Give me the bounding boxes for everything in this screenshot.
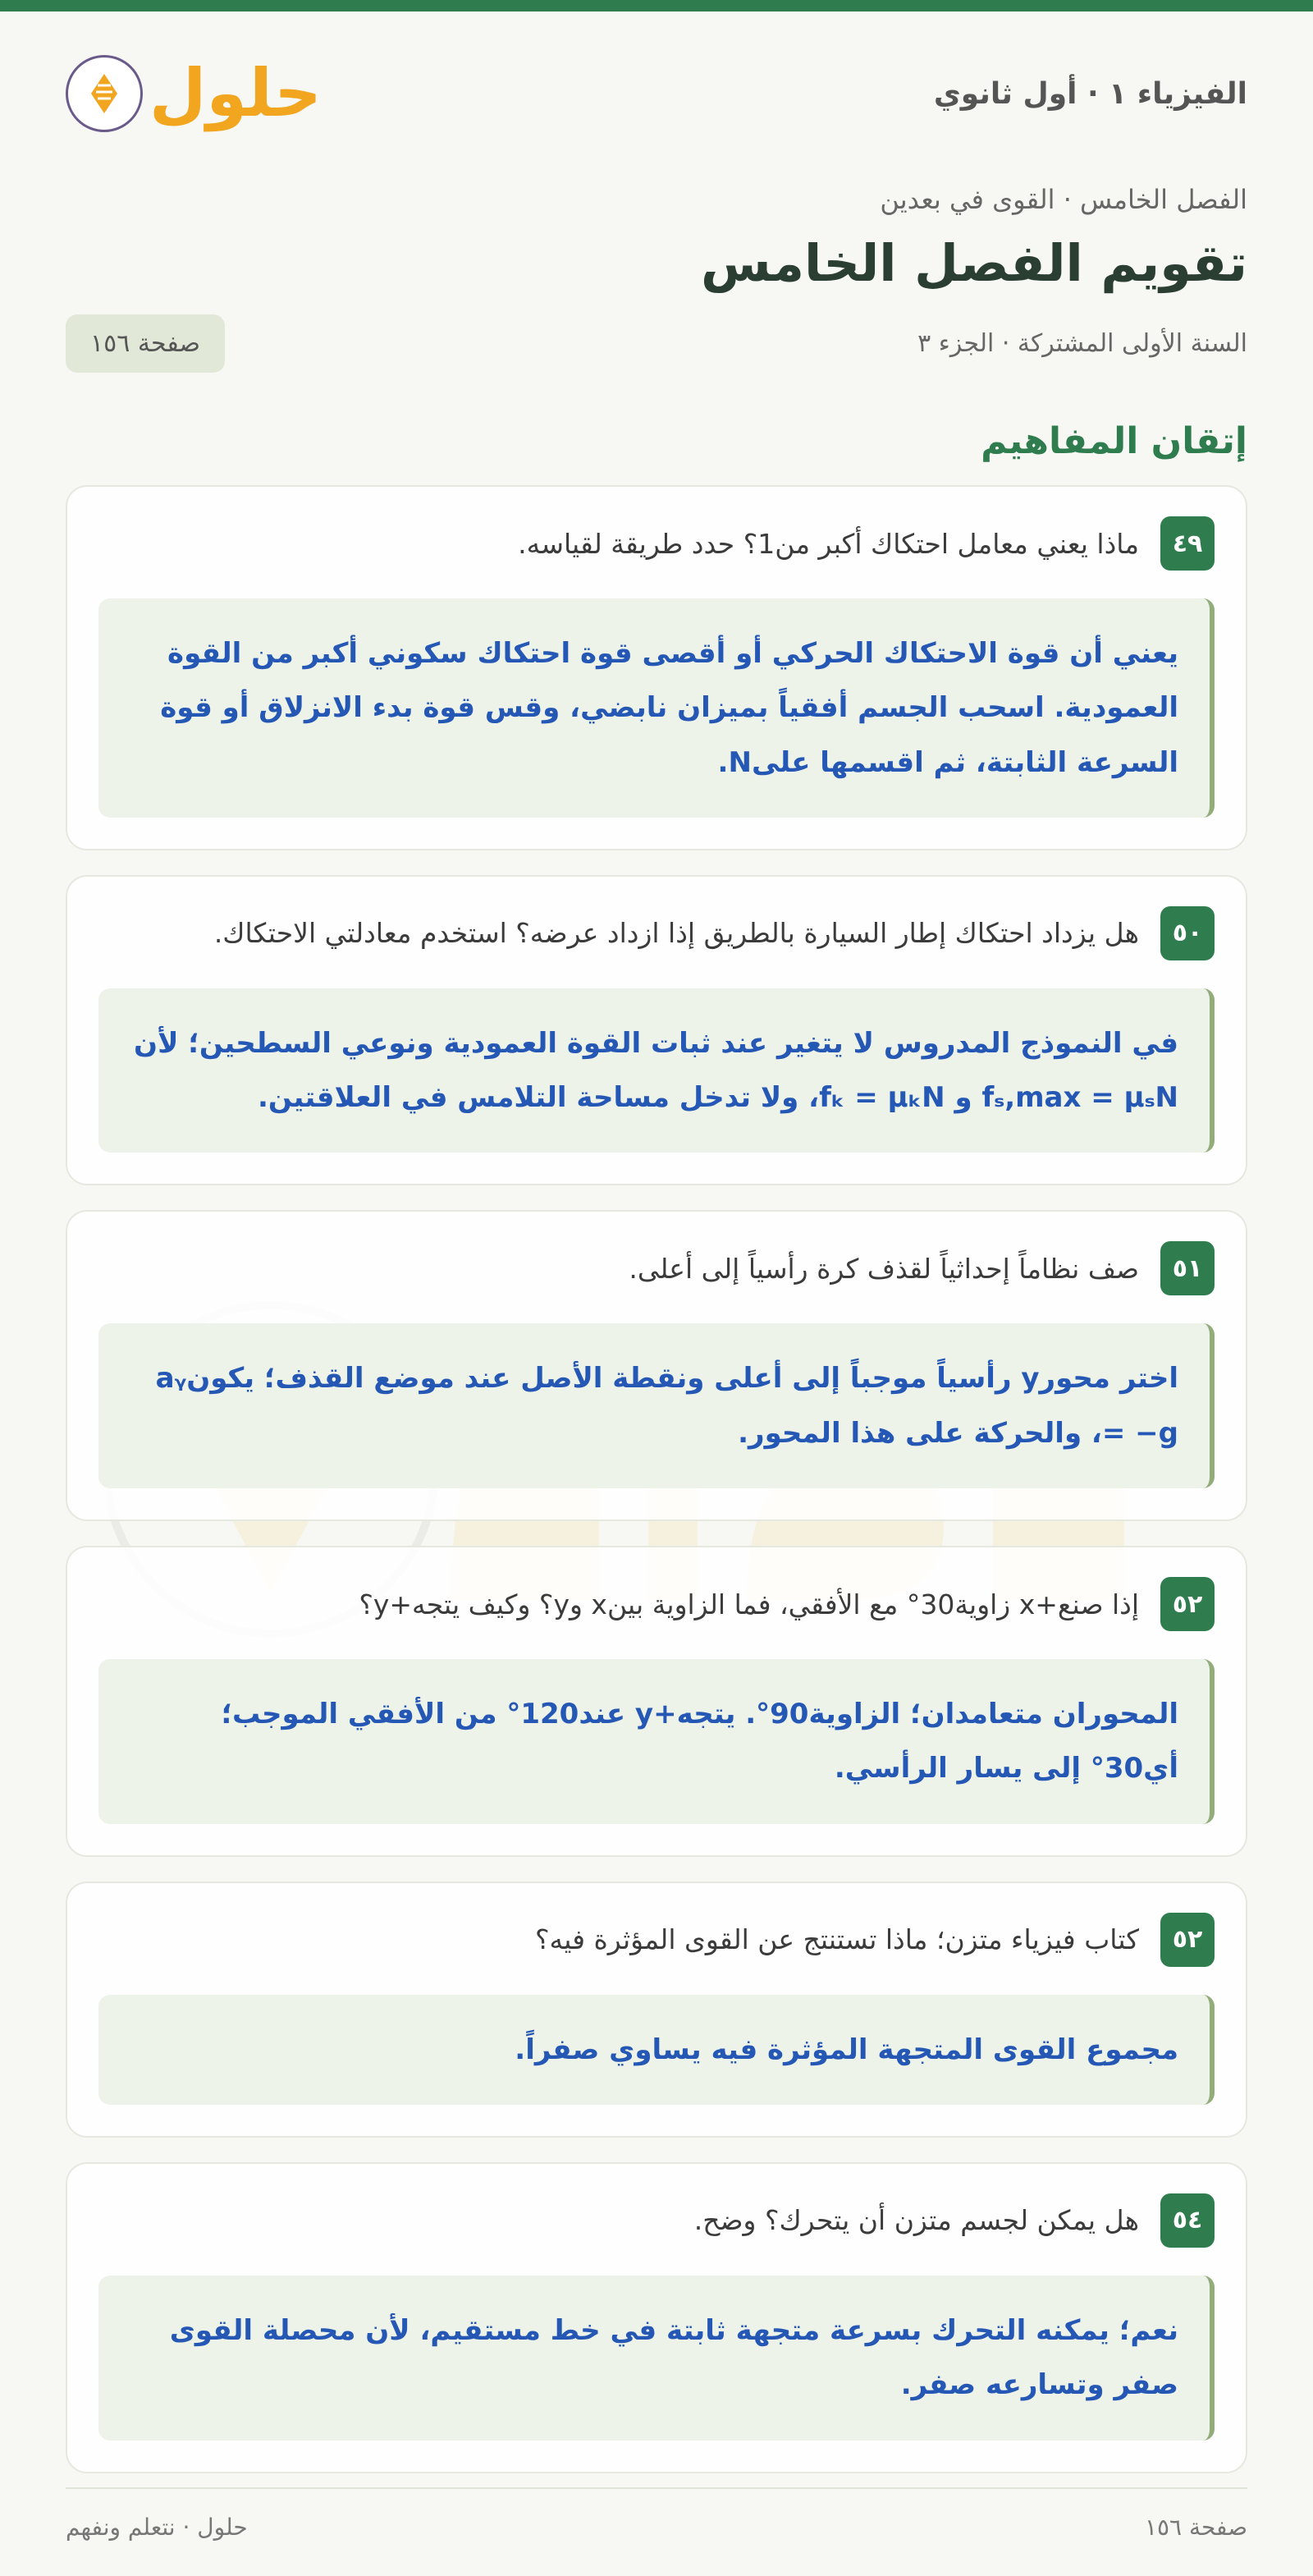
question-card [66,1882,1247,2138]
question-text: ماذا يعني معامل احتكاك أكبر من1؟ حدد طريقة لقياسه. [518,527,1139,560]
page-title: تقويم الفصل الخامس [701,233,1247,293]
question-card [66,1210,1247,1521]
question-card [66,875,1247,1186]
book-icon [66,55,143,132]
question-text: إذا صنع+x زاوية30° مع الأفقي، فما الزاوية بينx وy؟ وكيف يتجه+y؟ [359,1588,1139,1620]
meta-row [66,314,1247,373]
question-row [98,906,1215,960]
question-number: ٥١ [1160,1241,1215,1295]
answer-box: نعم؛ يمكنه التحرك بسرعة متجهة ثابتة في خط مستقيم، لأن محصلة القوى صفر وتسارعه صفر. [98,2276,1215,2441]
question-card [66,485,1247,850]
footer-brand: حلول · نتعلم ونفهم [66,2514,248,2541]
question-row [98,1577,1215,1631]
course-meta: السنة الأولى المشتركة · الجزء ٣ [917,329,1247,358]
book-title: الفيزياء ١ · أول ثانوي [933,76,1247,111]
answer-box: يعني أن قوة الاحتكاك الحركي أو أقصى قوة احتكاك سكوني أكبر من القوة العمودية. اسحب الجسم أفقياً بميزان نابضي، وقس قوة بدء الانزلاق أو قوة السرعة الثابتة، ثم اقسمها علىN. [98,598,1215,818]
answer-box: اختر محورy رأسياً موجباً إلى أعلى ونقطة الأصل عند موضع القذف؛ يكونaᵧ = −g، والحركة على هذا المحور. [98,1323,1215,1488]
footer-page-number: صفحة ١٥٦ [1144,2514,1247,2541]
question-text: كتاب فيزياء متزن؛ ماذا تستنتج عن القوى المؤثرة فيه؟ [535,1923,1139,1956]
top-accent-bar [0,0,1313,11]
answer-box: في النموذج المدروس لا يتغير عند ثبات القوة العمودية ونوعي السطحين؛ لأن fₛ,max = μₛN و fₖ = μₖN، ولا تدخل مساحة التلامس في العلاقتين. [98,988,1215,1153]
logo-text: حلول [149,55,322,131]
question-number: ٥٤ [1160,2193,1215,2248]
question-text: هل يمكن لجسم متزن أن يتحرك؟ وضح. [693,2204,1139,2237]
question-number: ٥٢ [1160,1913,1215,1967]
answer-box: مجموع القوى المتجهة المؤثرة فيه يساوي صفراً. [98,1995,1215,2105]
question-number: ٥٢ [1160,1577,1215,1631]
answer-box: المحوران متعامدان؛ الزاوية90°. يتجه+y عند120° من الأفقي الموجب؛ أي30° إلى يسار الرأسي. [98,1659,1215,1824]
question-row [98,516,1215,571]
breadcrumb: الفصل الخامس · القوى في بعدين [880,184,1247,215]
question-text: هل يزداد احتكاك إطار السيارة بالطريق إذا ازداد عرضه؟ استخدم معادلتي الاحتكاك. [213,917,1139,950]
question-card [66,2162,1247,2473]
page-content [66,11,1247,2498]
question-number: ٥٠ [1160,906,1215,960]
page-badge: صفحة ١٥٦ [66,314,225,373]
question-card [66,1546,1247,1857]
question-row [98,1913,1215,1967]
question-number: ٤٩ [1160,516,1215,571]
brand-logo[interactable] [66,55,322,132]
page-footer [66,2487,1247,2541]
page-header [66,11,1247,176]
question-row [98,2193,1215,2248]
question-text: صف نظاماً إحداثياً لقذف كرة رأسياً إلى أعلى. [629,1252,1139,1285]
section-title: إتقان المفاهيم [981,420,1247,462]
question-row [98,1241,1215,1295]
